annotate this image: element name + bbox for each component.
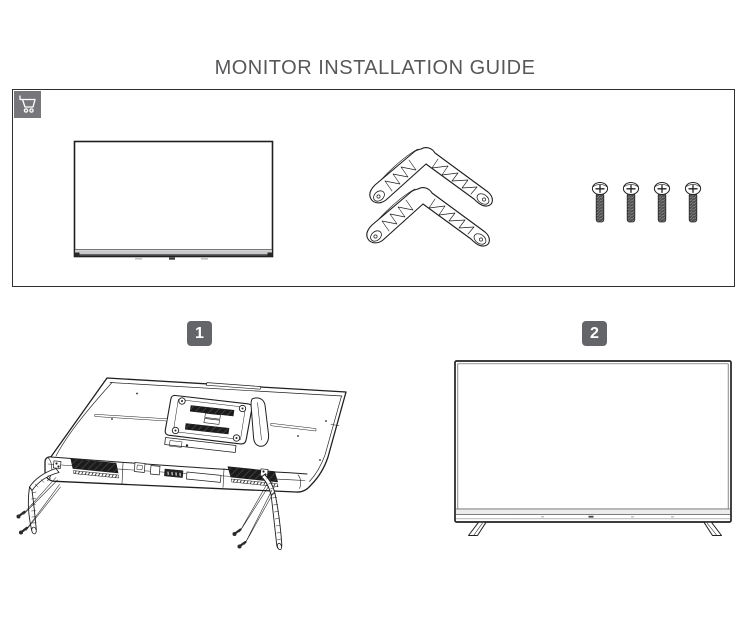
part-screws <box>591 179 707 227</box>
step2-number: 2 <box>590 325 599 342</box>
shopping-cart-icon <box>17 94 39 116</box>
page-title: MONITOR INSTALLATION GUIDE <box>214 57 536 79</box>
step1-number: 1 <box>195 325 204 342</box>
part-monitor-panel <box>71 138 277 262</box>
step1-badge <box>187 321 212 346</box>
step1-monitor-back-illustration <box>15 365 350 560</box>
part-stand-legs <box>359 143 504 248</box>
parts-box <box>12 89 735 287</box>
step2-monitor-front-illustration <box>445 355 745 545</box>
cart-badge <box>14 91 41 118</box>
step2-badge <box>582 321 607 346</box>
